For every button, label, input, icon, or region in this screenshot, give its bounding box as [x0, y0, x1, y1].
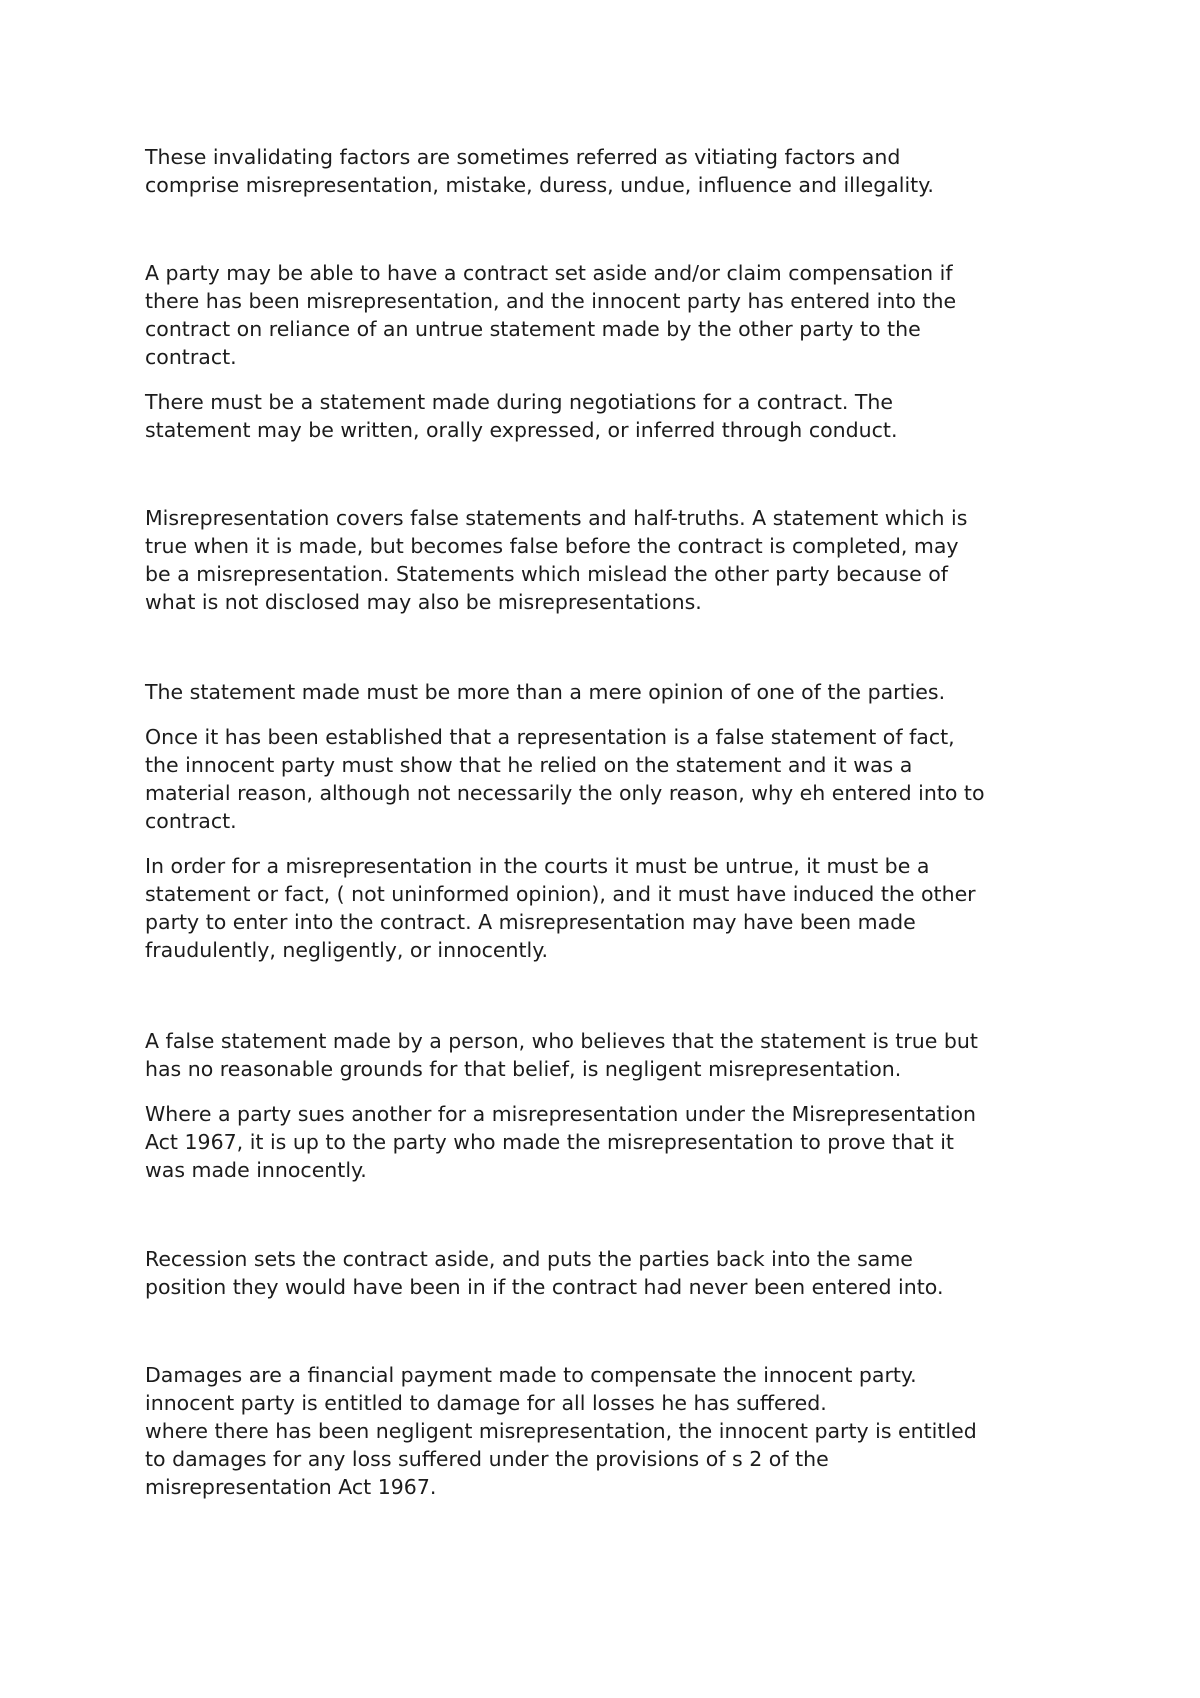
paragraph-mere-opinion	[145, 678, 1075, 706]
text-line: position they would have been in if the contract had never been entered into.	[145, 1275, 944, 1299]
text-line: be a misrepresentation. Statements which mislead the other party because of	[145, 562, 948, 586]
text-line: In order for a misrepresentation in the courts it must be untrue, it must be a	[145, 854, 930, 878]
text-line: misrepresentation Act 1967.	[145, 1475, 437, 1499]
text-line: Where a party sues another for a misrepresentation under the Misrepresentation	[145, 1102, 977, 1126]
text-line: contract on reliance of an untrue statement made by the other party to the	[145, 317, 921, 341]
paragraph-negligent-misrepresentation	[145, 1027, 1075, 1083]
text-line: Damages are a financial payment made to compensate the innocent party.	[145, 1363, 917, 1387]
text-line: A false statement made by a person, who believes that the statement is true but	[145, 1029, 978, 1053]
paragraph-contract-set-aside	[145, 259, 1075, 371]
text-line: was made innocently.	[145, 1158, 367, 1182]
text-line: Act 1967, it is up to the party who made the misrepresentation to prove that it	[145, 1130, 954, 1154]
text-line: innocent party is entitled to damage for all losses he has suffered.	[145, 1391, 827, 1415]
paragraph-reliance	[145, 723, 1075, 835]
text-line: where there has been negligent misrepresentation, the innocent party is entitled	[145, 1419, 977, 1443]
paragraph-misrepresentation-act	[145, 1100, 1075, 1184]
paragraph-courts	[145, 852, 1075, 964]
text-line: party to enter into the contract. A misrepresentation may have been made	[145, 910, 916, 934]
text-line: contract.	[145, 345, 237, 369]
text-line: A party may be able to have a contract set aside and/or claim compensation if	[145, 261, 953, 285]
text-line: The statement made must be more than a mere opinion of one of the parties.	[145, 680, 946, 704]
paragraph-recession	[145, 1245, 1075, 1301]
text-line: comprise misrepresentation, mistake, duress, undue, influence and illegality.	[145, 173, 934, 197]
text-line: contract.	[145, 809, 237, 833]
text-line: Misrepresentation covers false statements and half-truths. A statement which is	[145, 506, 968, 530]
text-line: material reason, although not necessarily the only reason, why eh entered into to	[145, 781, 985, 805]
text-line: There must be a statement made during negotiations for a contract. The	[145, 390, 894, 414]
paragraph-half-truths	[145, 504, 1075, 616]
text-line: Recession sets the contract aside, and puts the parties back into the same	[145, 1247, 913, 1271]
text-line: the innocent party must show that he relied on the statement and it was a	[145, 753, 913, 777]
text-line: statement may be written, orally expressed, or inferred through conduct.	[145, 418, 898, 442]
text-line: has no reasonable grounds for that belief, is negligent misrepresentation.	[145, 1057, 902, 1081]
text-line: there has been misrepresentation, and the innocent party has entered into the	[145, 289, 957, 313]
text-line: what is not disclosed may also be misrepresentations.	[145, 590, 702, 614]
text-line: to damages for any loss suffered under the provisions of s 2 of the	[145, 1447, 829, 1471]
text-line: true when it is made, but becomes false before the contract is completed, may	[145, 534, 959, 558]
paragraph-vitiating-factors	[145, 143, 1075, 199]
text-line: statement or fact, ( not uninformed opinion), and it must have induced the other	[145, 882, 976, 906]
text-line: These invalidating factors are sometimes referred as vitiating factors and	[145, 145, 901, 169]
paragraph-statement-negotiations	[145, 388, 1075, 444]
text-line: fraudulently, negligently, or innocently.	[145, 938, 548, 962]
paragraph-damages	[145, 1361, 1075, 1501]
text-line: Once it has been established that a representation is a false statement of fact,	[145, 725, 955, 749]
